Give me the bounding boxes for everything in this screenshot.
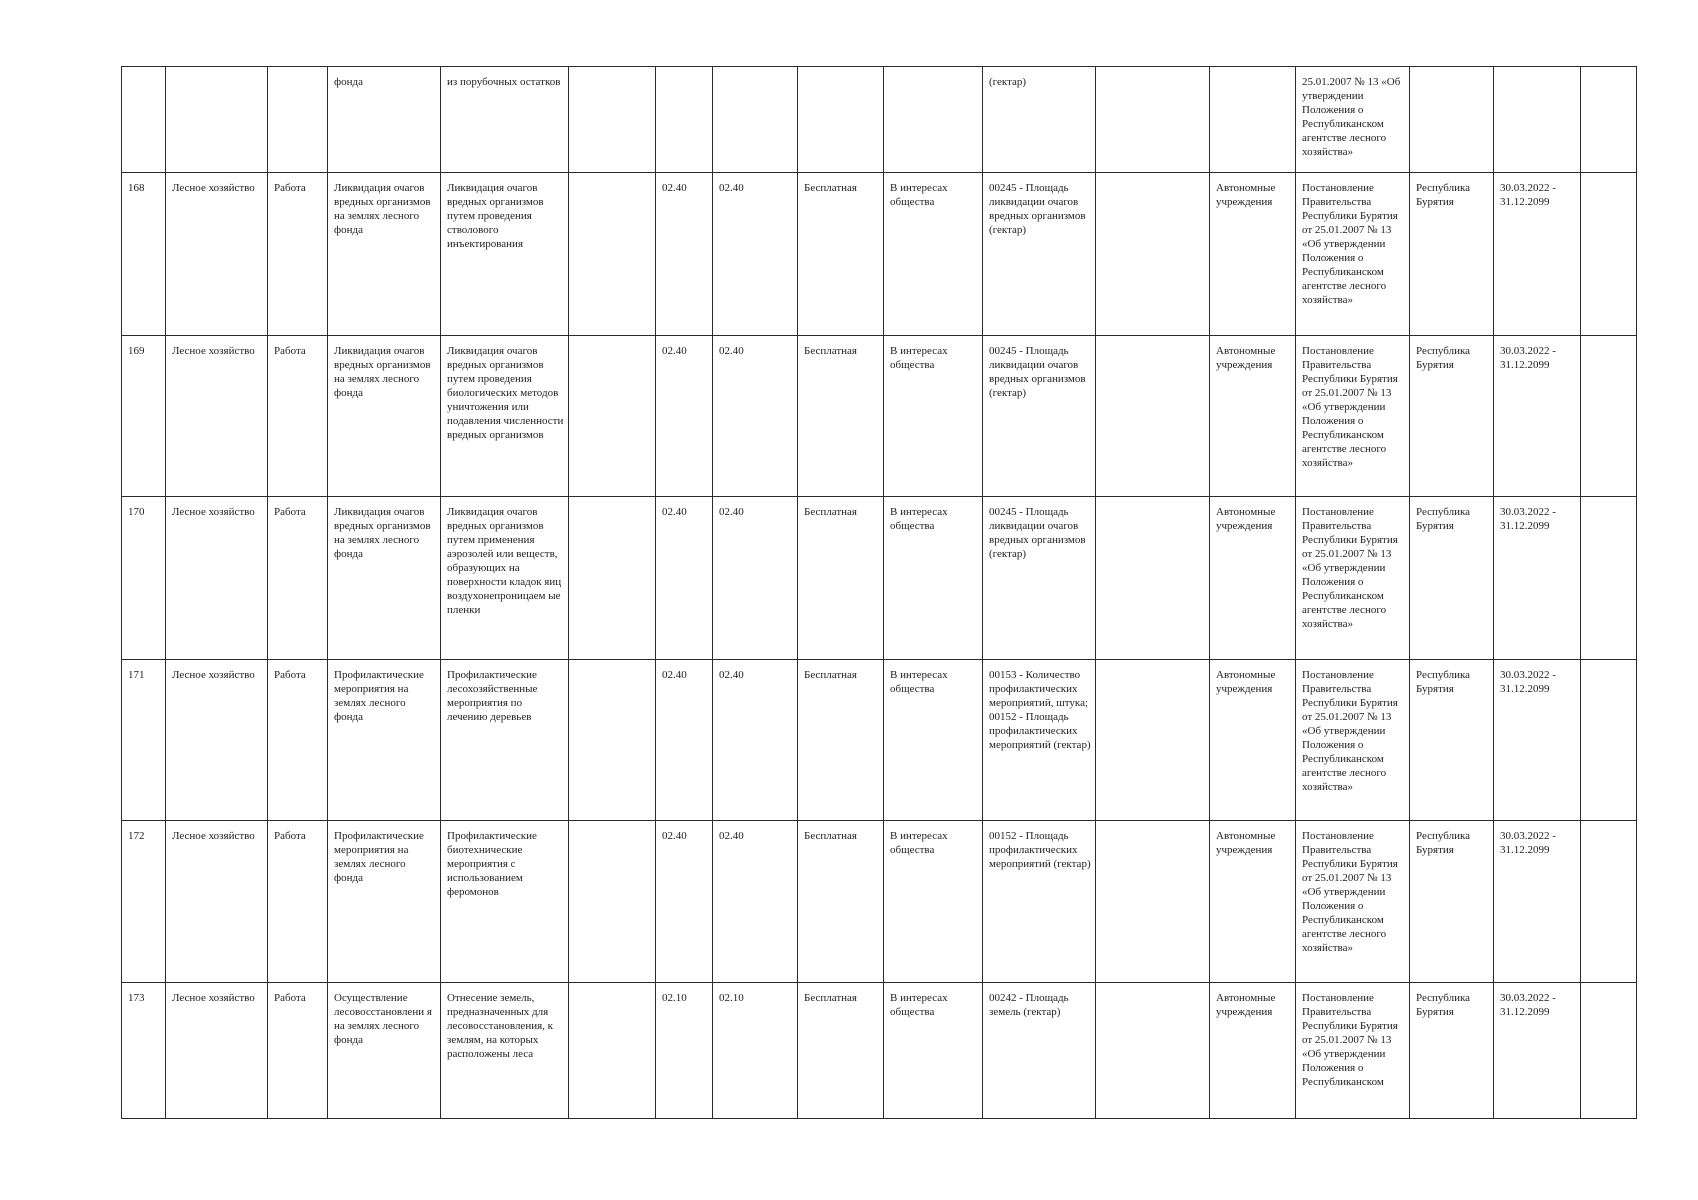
- cell-content: Профилактические лесохозяйственные мероприятия по лечению деревьев: [441, 660, 569, 821]
- cell-code-a: [656, 67, 713, 173]
- cell-legal-act: 25.01.2007 № 13 «Об утверждении Положения о Республиканском агентстве лесного хозяйства»: [1296, 67, 1410, 173]
- cell-legal-act: Постановление Правительства Республики Бурятия от 25.01.2007 № 13 «Об утверждении Положения о Республиканском: [1296, 983, 1410, 1119]
- cell-sector: [166, 67, 268, 173]
- cell-code-b: [713, 67, 798, 173]
- cell-number: 173: [122, 983, 166, 1119]
- cell-number: 170: [122, 497, 166, 660]
- cell-period: [1494, 67, 1581, 173]
- cell-payment: Бесплатная: [798, 983, 884, 1119]
- cell-number: [122, 67, 166, 173]
- cell-region: Республика Бурятия: [1410, 660, 1494, 821]
- cell-empty: [1581, 497, 1637, 660]
- cell-type: Работа: [268, 660, 328, 821]
- cell-consumer: В интересах общества: [884, 173, 983, 336]
- cell-consumer: В интересах общества: [884, 336, 983, 497]
- cell-consumer: В интересах общества: [884, 821, 983, 983]
- cell-region: [1410, 67, 1494, 173]
- cell-region: Республика Бурятия: [1410, 821, 1494, 983]
- cell-institution-type: [1210, 67, 1296, 173]
- cell-sector: Лесное хозяйство: [166, 173, 268, 336]
- cell-payment: Бесплатная: [798, 660, 884, 821]
- cell-number: 171: [122, 660, 166, 821]
- cell-region: Республика Бурятия: [1410, 173, 1494, 336]
- cell-legal-act: Постановление Правительства Республики Бурятия от 25.01.2007 № 13 «Об утверждении Положения о Республиканском агентстве лесного хозяйства»: [1296, 660, 1410, 821]
- table-row: [122, 336, 1637, 497]
- cell-indicator: 00242 - Площадь земель (гектар): [983, 983, 1096, 1119]
- table-row: [122, 67, 1637, 173]
- cell-empty: [569, 821, 656, 983]
- cell-empty: [569, 67, 656, 173]
- cell-payment: Бесплатная: [798, 497, 884, 660]
- cell-empty: [1096, 173, 1210, 336]
- cell-name: фонда: [328, 67, 441, 173]
- cell-type: Работа: [268, 173, 328, 336]
- cell-legal-act: Постановление Правительства Республики Бурятия от 25.01.2007 № 13 «Об утверждении Положения о Республиканском агентстве лесного хозяйства»: [1296, 336, 1410, 497]
- cell-indicator: 00245 - Площадь ликвидации очагов вредных организмов (гектар): [983, 497, 1096, 660]
- cell-code-a: 02.40: [656, 821, 713, 983]
- cell-institution-type: Автономные учреждения: [1210, 173, 1296, 336]
- cell-payment: Бесплатная: [798, 336, 884, 497]
- cell-sector: Лесное хозяйство: [166, 821, 268, 983]
- cell-legal-act: Постановление Правительства Республики Бурятия от 25.01.2007 № 13 «Об утверждении Положения о Республиканском агентстве лесного хозяйства»: [1296, 821, 1410, 983]
- cell-sector: Лесное хозяйство: [166, 983, 268, 1119]
- cell-empty: [1096, 497, 1210, 660]
- cell-period: 30.03.2022 - 31.12.2099: [1494, 660, 1581, 821]
- cell-code-b: 02.40: [713, 336, 798, 497]
- cell-content: Отнесение земель, предназначенных для лесовосстановления, к землям, на которых расположены леса: [441, 983, 569, 1119]
- cell-name: Ликвидация очагов вредных организмов на землях лесного фонда: [328, 173, 441, 336]
- cell-consumer: В интересах общества: [884, 660, 983, 821]
- cell-payment: [798, 67, 884, 173]
- cell-empty: [569, 336, 656, 497]
- cell-institution-type: Автономные учреждения: [1210, 336, 1296, 497]
- cell-type: Работа: [268, 821, 328, 983]
- cell-empty: [569, 173, 656, 336]
- cell-empty: [1581, 660, 1637, 821]
- table-row: [122, 173, 1637, 336]
- cell-empty: [1096, 660, 1210, 821]
- cell-empty: [1096, 821, 1210, 983]
- cell-institution-type: Автономные учреждения: [1210, 497, 1296, 660]
- cell-indicator: 00245 - Площадь ликвидации очагов вредных организмов (гектар): [983, 173, 1096, 336]
- cell-empty: [1581, 821, 1637, 983]
- cell-region: Республика Бурятия: [1410, 983, 1494, 1119]
- cell-code-b: 02.40: [713, 173, 798, 336]
- cell-indicator: (гектар): [983, 67, 1096, 173]
- cell-type: [268, 67, 328, 173]
- cell-code-a: 02.40: [656, 497, 713, 660]
- cell-name: Ликвидация очагов вредных организмов на землях лесного фонда: [328, 336, 441, 497]
- cell-code-b: 02.40: [713, 660, 798, 821]
- cell-indicator: 00152 - Площадь профилактических мероприятий (гектар): [983, 821, 1096, 983]
- cell-empty: [1581, 67, 1637, 173]
- cell-code-a: 02.10: [656, 983, 713, 1119]
- cell-institution-type: Автономные учреждения: [1210, 660, 1296, 821]
- cell-name: Ликвидация очагов вредных организмов на землях лесного фонда: [328, 497, 441, 660]
- cell-type: Работа: [268, 983, 328, 1119]
- cell-name: Осуществление лесовосстановлени я на землях лесного фонда: [328, 983, 441, 1119]
- cell-sector: Лесное хозяйство: [166, 660, 268, 821]
- cell-empty: [569, 983, 656, 1119]
- cell-empty: [1096, 336, 1210, 497]
- table-row: [122, 821, 1637, 983]
- cell-empty: [569, 660, 656, 821]
- table-row: [122, 660, 1637, 821]
- cell-legal-act: Постановление Правительства Республики Бурятия от 25.01.2007 № 13 «Об утверждении Положения о Республиканском агентстве лесного хозяйства»: [1296, 497, 1410, 660]
- cell-legal-act: Постановление Правительства Республики Бурятия от 25.01.2007 № 13 «Об утверждении Положения о Республиканском агентстве лесного хозяйства»: [1296, 173, 1410, 336]
- cell-code-a: 02.40: [656, 660, 713, 821]
- table-row: [122, 983, 1637, 1119]
- cell-number: 172: [122, 821, 166, 983]
- cell-empty: [1581, 336, 1637, 497]
- cell-content: Профилактические биотехнические мероприятия с использованием феромонов: [441, 821, 569, 983]
- cell-consumer: [884, 67, 983, 173]
- cell-empty: [1096, 983, 1210, 1119]
- cell-empty: [1096, 67, 1210, 173]
- cell-consumer: В интересах общества: [884, 497, 983, 660]
- cell-indicator: 00153 - Количество профилактических мероприятий, штука; 00152 - Площадь профилактических мероприятий (гектар): [983, 660, 1096, 821]
- cell-code-a: 02.40: [656, 173, 713, 336]
- registry-table: [121, 66, 1637, 1119]
- cell-number: 169: [122, 336, 166, 497]
- cell-code-b: 02.40: [713, 497, 798, 660]
- cell-period: 30.03.2022 - 31.12.2099: [1494, 336, 1581, 497]
- cell-period: 30.03.2022 - 31.12.2099: [1494, 983, 1581, 1119]
- cell-institution-type: Автономные учреждения: [1210, 983, 1296, 1119]
- cell-code-b: 02.10: [713, 983, 798, 1119]
- cell-name: Профилактические мероприятия на землях лесного фонда: [328, 821, 441, 983]
- cell-number: 168: [122, 173, 166, 336]
- cell-empty: [1581, 983, 1637, 1119]
- table-row: [122, 497, 1637, 660]
- cell-region: Республика Бурятия: [1410, 336, 1494, 497]
- cell-consumer: В интересах общества: [884, 983, 983, 1119]
- cell-type: Работа: [268, 497, 328, 660]
- cell-sector: Лесное хозяйство: [166, 497, 268, 660]
- cell-content: Ликвидация очагов вредных организмов путем проведения биологических методов уничтожения или подавления численности вредных организмов: [441, 336, 569, 497]
- cell-payment: Бесплатная: [798, 173, 884, 336]
- cell-empty: [569, 497, 656, 660]
- cell-sector: Лесное хозяйство: [166, 336, 268, 497]
- cell-indicator: 00245 - Площадь ликвидации очагов вредных организмов (гектар): [983, 336, 1096, 497]
- cell-code-b: 02.40: [713, 821, 798, 983]
- cell-content: из порубочных остатков: [441, 67, 569, 173]
- cell-payment: Бесплатная: [798, 821, 884, 983]
- cell-empty: [1581, 173, 1637, 336]
- cell-period: 30.03.2022 - 31.12.2099: [1494, 821, 1581, 983]
- cell-content: Ликвидация очагов вредных организмов путем проведения стволового инъектирования: [441, 173, 569, 336]
- cell-code-a: 02.40: [656, 336, 713, 497]
- cell-region: Республика Бурятия: [1410, 497, 1494, 660]
- cell-name: Профилактические мероприятия на землях лесного фонда: [328, 660, 441, 821]
- cell-period: 30.03.2022 - 31.12.2099: [1494, 173, 1581, 336]
- cell-institution-type: Автономные учреждения: [1210, 821, 1296, 983]
- cell-type: Работа: [268, 336, 328, 497]
- cell-content: Ликвидация очагов вредных организмов путем применения аэрозолей или веществ, образующих на поверхности кладок яиц воздухонепроницаем ые пленки: [441, 497, 569, 660]
- cell-period: 30.03.2022 - 31.12.2099: [1494, 497, 1581, 660]
